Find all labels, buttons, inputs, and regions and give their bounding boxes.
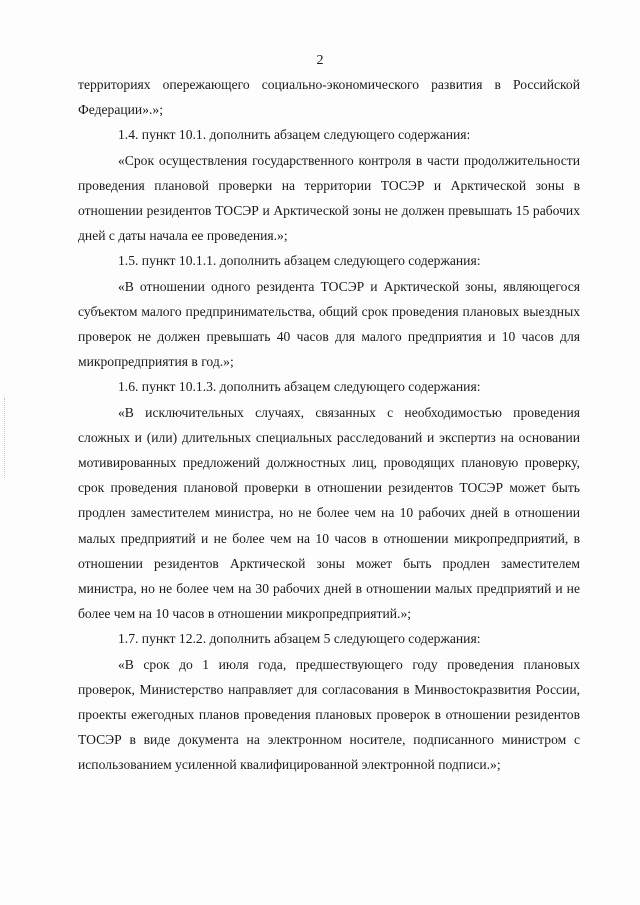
paragraph-item-1-5: 1.5. пункт 10.1.1. дополнить абзацем следующего содержания: (118, 253, 481, 269)
margin-marks (4, 398, 7, 478)
paragraph-quote-1-5: «В отношении одного резидента ТОСЭР и Арктической зоны, являющегося субъектом малого предпринимательства, общий срок проведения плановых выездных проверок не должен превышать 40 часов для малого предприятия и 10 часов для микропредприятия в год.»; (78, 278, 580, 370)
document-body (78, 72, 580, 778)
paragraph-quote-1-4: «Срок осуществления государственного контроля в части продолжительности проведения плановой проверки на территории ТОСЭР и Арктической зоны в отношении резидентов ТОСЭР и Арктической зоны не должен превышать 15 рабочих дней с даты начала ее проведения.»; (78, 152, 580, 244)
paragraph-continuation: территориях опережающего социально-экономического развития в Российской Федерации».»; (78, 77, 580, 118)
paragraph-quote-1-6: «В исключительных случаях, связанных с необходимостью проведения сложных и (или) длительных специальных расследований и экспертиз на основании мотивированных предложений должностных лиц, проводящих плановую проверку, срок проведения плановой проверки в отношении резидентов ТОСЭР может быть продлен заместителем министра, но не более чем на 10 рабочих дней в отношении малых предприятий и не более чем на 10 часов в отношении микропредприятий, в отношении резидентов Арктической зоны может быть продлен заместителем министра, но не более чем на 30 рабочих дней в отношении малых предприятий и не более чем на 10 часов в отношении микропредприятий.»; (78, 404, 580, 622)
paragraph-quote-1-7: «В срок до 1 июля года, предшествующего году проведения плановых проверок, Министерство направляет для согласования в Минвостокразвития России, проекты ежегодных планов проведения плановых проверок в отношении резидентов ТОСЭР в виде документа на электронном носителе, подписанного министром с использованием усиленной квалифицированной электронной подписи.»; (78, 656, 580, 773)
paragraph-item-1-7: 1.7. пункт 12.2. дополнить абзацем 5 следующего содержания: (118, 631, 481, 647)
page-number: 2 (316, 53, 324, 68)
paragraph-item-1-4: 1.4. пункт 10.1. дополнить абзацем следующего содержания: (118, 127, 471, 143)
paragraph-item-1-6: 1.6. пункт 10.1.3. дополнить абзацем следующего содержания: (118, 379, 481, 395)
